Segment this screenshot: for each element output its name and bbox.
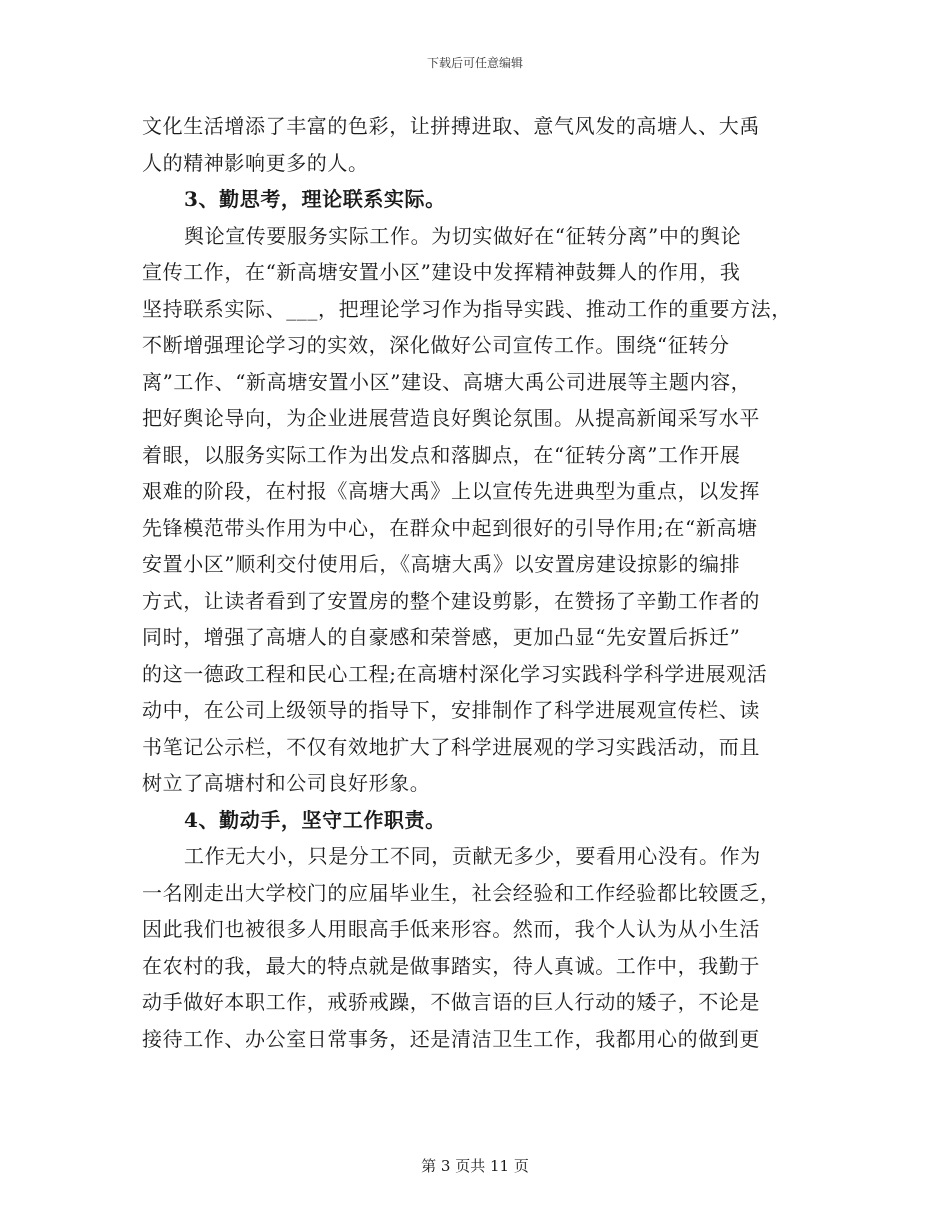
- text-line: 先锋模范带头作用为中心，在群众中起到很好的引导作用;在“新高塘: [142, 515, 758, 540]
- text-line: 因此我们也被很多人用眼高手低来形容。然而，我个人认为从小生活: [142, 917, 760, 941]
- section-heading: 3、勤思考，理论联系实际。: [184, 187, 446, 211]
- page-header: 下载后可任意编辑: [426, 56, 523, 70]
- text-line: 动中，在公司上级领导的指导下，安排制作了科学进展观宣传栏、读: [142, 698, 760, 722]
- text-line: 动手做好本职工作，戒骄戒躁，不做言语的巨人行动的矮子，不论是: [142, 990, 760, 1014]
- text-line: 方式，让读者看到了安置房的整个建设剪影，在赞扬了辛勤工作者的: [142, 588, 760, 613]
- text-line: 艰难的阶段，在村报《高塘大禹》上以宣传先进典型为重点，以发挥: [142, 479, 760, 503]
- text-line: 坚持联系实际、___，把理论学习作为指导实践、推动工作的重要方法，: [142, 296, 792, 321]
- text-line: 树立了高塘村和公司良好形象。: [142, 771, 431, 795]
- text-line: 的这一德政工程和民心工程;在高塘村深化学习实践科学科学进展观活: [142, 661, 768, 686]
- text-line: 在农村的我，最大的特点就是做事踏实，待人真诚。工作中，我勤于: [142, 953, 760, 978]
- text-line: 一名刚走出大学校门的应届毕业生，社会经验和工作经验都比较匮乏，: [142, 880, 781, 905]
- page-footer: 第 3 页共 11 页: [421, 1157, 529, 1175]
- text-line: 安置小区”顺利交付使用后，《高塘大禹》以安置房建设掠影的编排: [142, 552, 741, 576]
- document-body: [142, 108, 822, 1057]
- text-line: 把好舆论导向，为企业进展营造良好舆论氛围。从提高新闻采写水平: [142, 406, 760, 430]
- text-line: 人的精神影响更多的人。: [142, 150, 369, 175]
- text-line: 书笔记公示栏，不仅有效地扩大了科学进展观的学习实践活动，而且: [142, 734, 760, 759]
- paragraph-first-line: 舆论宣传要服务实际工作。为切实做好在“征转分离”中的舆论: [184, 223, 742, 248]
- text-line: 着眼，以服务实际工作为出发点和落脚点，在“征转分离”工作开展: [142, 442, 741, 467]
- text-line: 接待工作、办公室日常事务，还是清洁卫生工作，我都用心的做到更: [142, 1026, 760, 1051]
- text-line: 文化生活增添了丰富的色彩，让拼搏进取、意气风发的高塘人、大禹: [142, 114, 760, 138]
- text-line: 离”工作、“新高塘安置小区”建设、高塘大禹公司进展等主题内容，: [142, 369, 752, 394]
- text-line: 同时，增强了高塘人的自豪感和荣誉感，更加凸显“先安置后拆迁”: [142, 625, 741, 649]
- paragraph-first-line: 工作无大小，只是分工不同，贡献无多少，要看用心没有。作为: [184, 844, 761, 868]
- text-line: 宣传工作，在“新高塘安置小区”建设中发挥精神鼓舞人的作用，我: [142, 260, 741, 284]
- text-line: 不断增强理论学习的实效，深化做好公司宣传工作。围绕“征转分: [142, 333, 730, 357]
- section-heading: 4、勤动手，坚守工作职责。: [184, 807, 446, 832]
